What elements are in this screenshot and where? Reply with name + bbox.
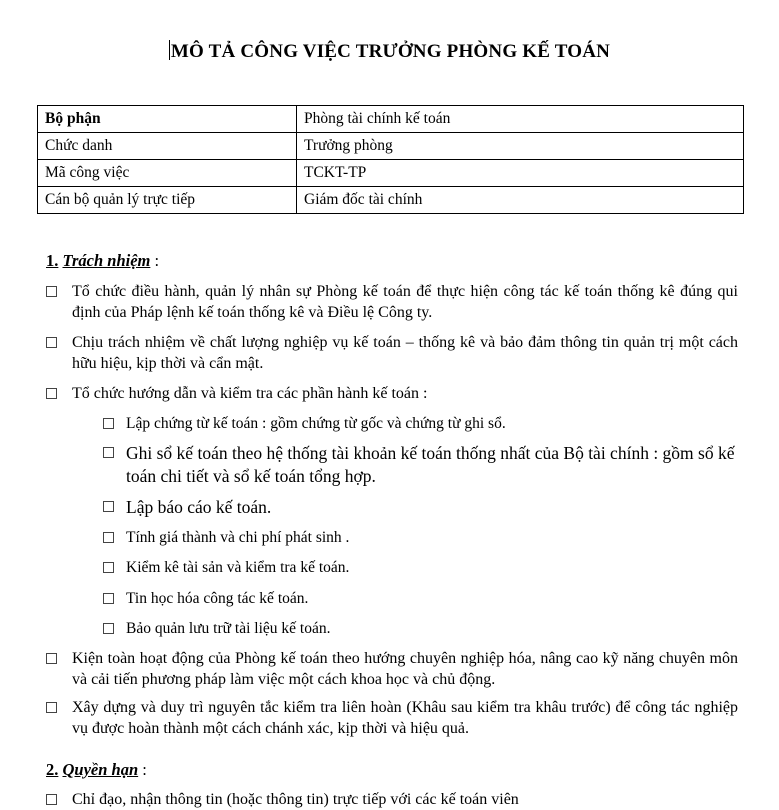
list-item [46,332,738,374]
checkbox-bullet-icon [103,532,114,543]
list-item-text: Xây dựng và duy trì nguyên tắc kiểm tra liên hoàn (Khâu sau kiểm tra khâu trước) để công tác nghiệp vụ được hoàn thành một cách chánh xác, kịp thời và hiệu quả. [72,699,738,737]
checkbox-bullet-icon [46,653,57,664]
table-cell-label [38,106,297,133]
table-cell-value: TCKT-TP [297,160,744,187]
job-info-table [37,105,744,214]
sub-list-item [103,442,738,488]
sub-list-item [103,588,738,609]
table-row [38,106,744,133]
sub-list-item-text: Kiểm kê tài sản và kiểm tra kế toán. [126,559,350,576]
sub-list-item [103,618,738,639]
table-cell-value: Trưởng phòng [297,133,744,160]
sub-list-item-text: Tin học hóa công tác kế toán. [126,590,309,607]
list-item [46,697,738,739]
text-cursor [169,40,170,60]
checkbox-bullet-icon [103,447,114,458]
section-title: Quyền hạn [62,760,139,779]
page-title [0,40,779,63]
sub-list-item [103,496,738,519]
table-label-bold: Bộ phận [45,110,101,127]
sub-list-item [103,527,738,548]
checkbox-bullet-icon [46,286,57,297]
checkbox-bullet-icon [103,562,114,573]
checkbox-bullet-icon [103,501,114,512]
table-cell-value: Phòng tài chính kế toán [297,106,744,133]
checkbox-bullet-icon [103,593,114,604]
section-title: Trách nhiệm [62,251,151,270]
sub-list-item-text: Bảo quản lưu trữ tài liệu kế toán. [126,620,331,637]
checkbox-bullet-icon [103,623,114,634]
section-suffix: : [150,251,160,270]
checkbox-bullet-icon [46,702,57,713]
section-number: 1. [46,251,59,270]
sub-list-item-text: Ghi sổ kế toán theo hệ thống tài khoản kế toán thống nhất của Bộ tài chính : gồm sổ kế toán chi tiết và sổ kế toán tổng hợp. [126,443,735,486]
checkbox-bullet-icon [46,337,57,348]
list-item [46,383,738,404]
sub-list-item-text: Lập chứng từ kế toán : gồm chứng từ gốc và chứng từ ghi sổ. [126,415,506,432]
list-item-text: Tổ chức hướng dẫn và kiểm tra các phần hành kế toán : [72,385,428,402]
list-item [46,648,738,690]
checkbox-bullet-icon [46,388,57,399]
sub-list-item [103,413,738,434]
list-item-text: Chỉ đạo, nhận thông tin (hoặc thông tin) trực tiếp với các kế toán viên [72,791,519,808]
table-cell-value: Giám đốc tài chính [297,187,744,214]
table-row [38,133,744,160]
checkbox-bullet-icon [103,418,114,429]
section-heading-responsibilities [46,251,159,271]
section-heading-authority [46,760,147,780]
page-title-text: MÔ TẢ CÔNG VIỆC TRƯỞNG PHÒNG KẾ TOÁN [170,41,611,62]
list-item [46,281,738,323]
sub-list-item [103,557,738,578]
section-suffix: : [138,760,147,779]
sub-list-item-text: Lập báo cáo kế toán. [126,497,272,517]
list-item-text: Kiện toàn hoạt động của Phòng kế toán theo hướng chuyên nghiệp hóa, nâng cao kỹ năng chuyên môn và cải tiến phương pháp làm việc một cách khoa học và chủ động. [72,650,738,688]
section-number: 2. [46,760,59,779]
table-row [38,187,744,214]
list-item-text: Chịu trách nhiệm về chất lượng nghiệp vụ kế toán – thống kê và bảo đảm thông tin quản trị một cách hữu hiệu, kịp thời và cẩn mật. [72,334,738,372]
table-row [38,160,744,187]
table-cell-label: Cán bộ quản lý trực tiếp [38,187,297,214]
table-cell-label: Chức danh [38,133,297,160]
sub-list-item-text: Tính giá thành và chi phí phát sinh . [126,529,350,546]
table-cell-label: Mã công việc [38,160,297,187]
list-item-text: Tổ chức điều hành, quản lý nhân sự Phòng kế toán để thực hiện công tác kế toán thống kê đúng qui định của Pháp lệnh kế toán thống kê và Điều lệ Công ty. [72,283,738,321]
